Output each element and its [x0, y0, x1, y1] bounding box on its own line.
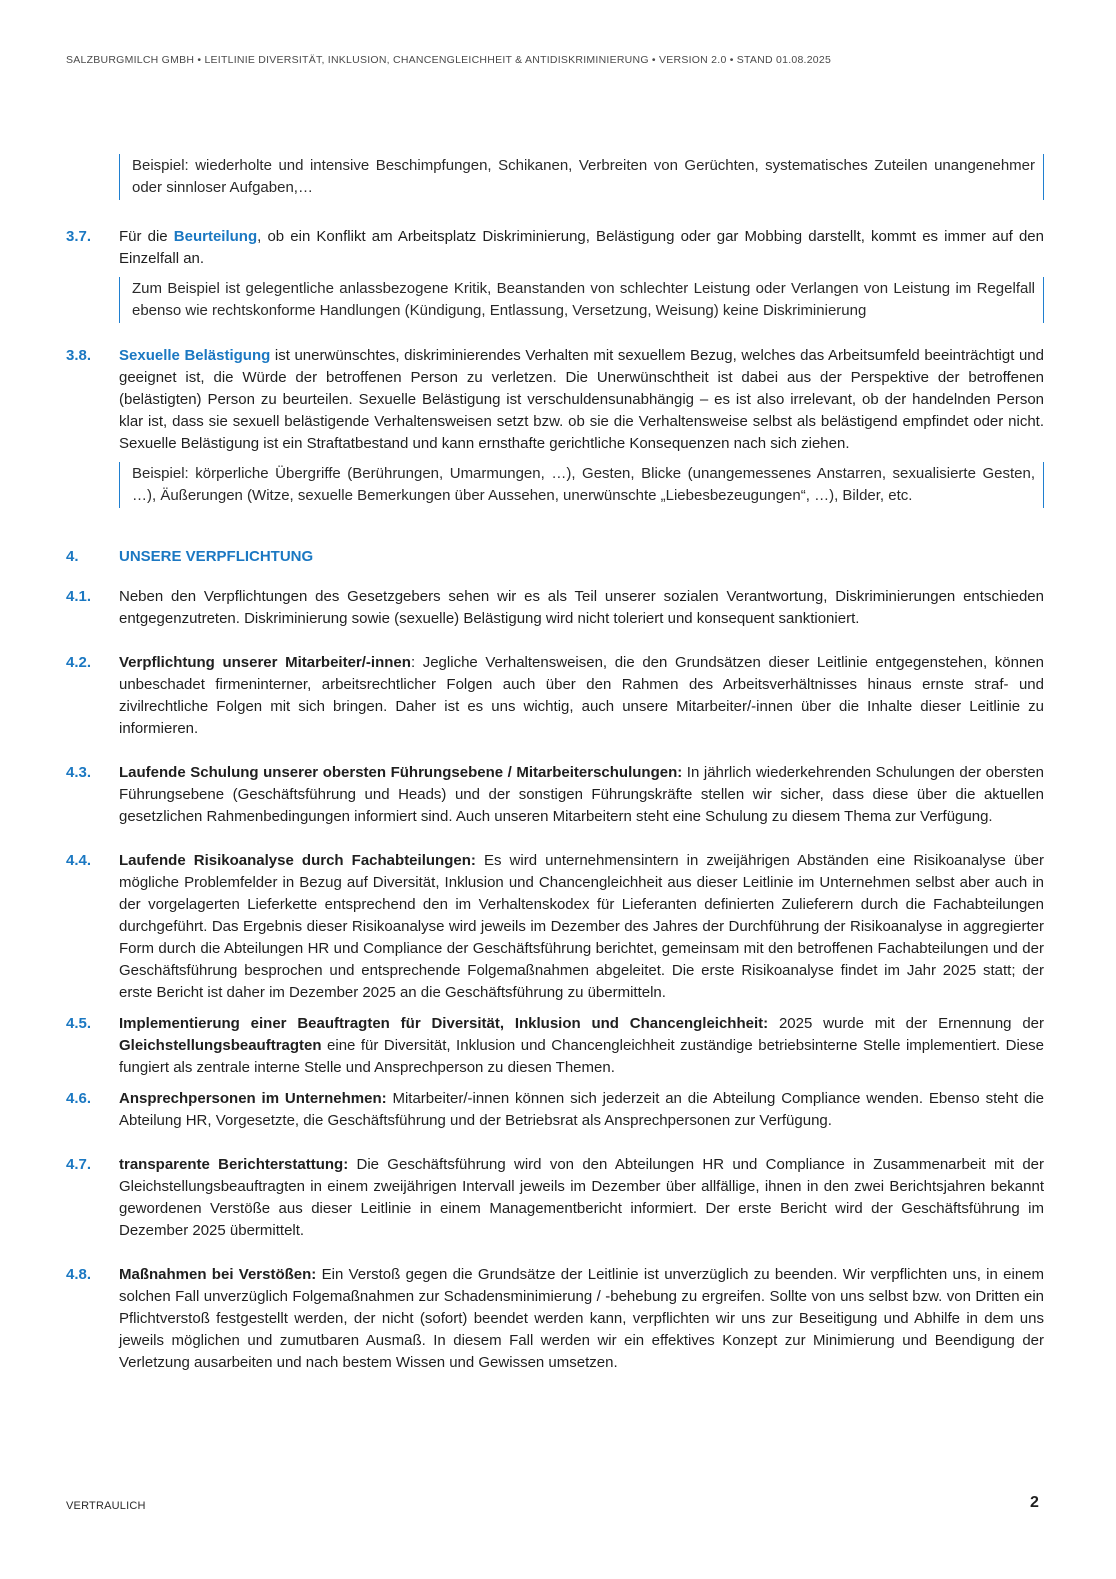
section-4-5: [66, 1013, 1044, 1079]
text-run: : Jegliche Verhaltensweisen, die den Grundsätzen dieser Leitlinie entgegenstehen, können unbeschadet firmeninterner, arbeitsrechtlicher Folgen auch über den Rahmen des Arbeitsverhältnisses hinaus ernste straf- und zivilrechtliche Folgen mit sich bringen. Daher ist es uns wichtig, auch unsere Mitarbeiter/-innen über die Inhalte dieser Leitlinie zu informieren.: [119, 654, 1044, 737]
section-body: [119, 652, 1044, 740]
section-body: Neben den Verpflichtungen des Gesetzgebers sehen wir es als Teil unserer sozialen Verantwortung, Diskriminierungen entschieden entgegenzutreten. Diskriminierung sowie (sexuelle) Belästigung wird nicht toleriert und konsequent sanktioniert.: [119, 588, 1044, 627]
section-4-1: [66, 586, 1044, 630]
text-run: In jährlich wiederkehrenden Schulungen der obersten Führungsebene (Geschäftsführung und Heads) und der sonstigen Führungskräfte stellen wir sicher, dass diese über die aktuellen gesetzlichen Rahmenbedingungen informiert sind. Auch unseren Mitarbeitern steht eine Schulung zu diesem Thema zur Verfügung.: [119, 764, 1044, 825]
section-4-3: [66, 762, 1044, 828]
chapter-title: UNSERE VERPFLICHTUNG: [119, 548, 314, 565]
section-lead: Implementierung einer Beauftragten für Diversität, Inklusion und Chancengleichheit:: [119, 1015, 769, 1032]
example-box-beurteilung: Zum Beispiel ist gelegentliche anlassbezogene Kritik, Beanstanden von schlechter Leistung oder Verlangen von Leistung im Regelfall ebenso wie rechtskonforme Handlungen (Kündigung, Entlassung, Versetzung, Weisung) keine Diskriminierung: [119, 277, 1044, 323]
example-box-mobbing: Beispiel: wiederholte und intensive Beschimpfungen, Schikanen, Verbreiten von Gerüchten, systematisches Zuteilen unangenehmer oder sinnloser Aufgaben,…: [119, 154, 1044, 200]
section-paragraph: [119, 226, 1044, 270]
section-4-2: [66, 652, 1044, 740]
page-content: [66, 154, 1044, 1374]
section-number: 4.4.: [66, 852, 92, 869]
section-body: [119, 850, 1044, 1004]
section-lead: Maßnahmen bei Verstößen:: [119, 1266, 317, 1283]
section-4-7: [66, 1154, 1044, 1242]
running-header: SALZBURGMILCH GMBH • LEITLINIE DIVERSITÄT, INKLUSION, CHANCENGLEICHHEIT & ANTIDISKRIMINIERUNG • VERSION 2.0 • STAND 01.08.2025: [66, 54, 832, 66]
text-run: 2025 wurde mit der Ernennung der: [768, 1015, 1045, 1032]
section-body: [119, 345, 1044, 508]
section-number: 4.6.: [66, 1090, 92, 1107]
chapter-heading-4: [66, 546, 1044, 568]
bold-term: Gleichstellungsbeauftragten: [119, 1037, 322, 1054]
chapter-number: 4.: [66, 548, 79, 565]
confidentiality-label: VERTRAULICH: [66, 1500, 146, 1512]
section-body: [119, 226, 1044, 323]
highlight-term: Beurteilung: [173, 228, 258, 245]
section-lead: Laufende Schulung unserer obersten Führungsebene / Mitarbeiterschulungen:: [119, 764, 683, 781]
text-run: Es wird unternehmensintern in zweijährigen Abständen eine Risikoanalyse über mögliche Problemfelder in Bezug auf Diversität, Inklusion und Chancengleichheit aus dieser Leitlinie im Unternehmen selbst aber auch in der vorgelagerten Lieferkette entsprechend den im Verhaltenskodex für Lieferanten definierten Zulieferern durch die Fachabteilungen durchgeführt. Das Ergebnis dieser Risikoanalyse wird jeweils im Dezember des Jahres der Durchführung der Risikoanalyse in aggregierter Form durch die Abteilungen HR und Compliance der Geschäftsführung berichtet, gemeinsam mit den betroffenen Fachabteilungen und der Geschäftsführung besprochen und entsprechende Folgemaßnahmen abgeleitet. Die erste Risikoanalyse findet im Jahr 2025 statt; der erste Bericht ist daher im Dezember 2025 an die Geschäftsführung zu übermitteln.: [119, 852, 1044, 1001]
text-run: Für die: [119, 228, 174, 245]
section-body: [119, 1264, 1044, 1374]
highlight-term: Sexuelle Belästigung: [119, 347, 271, 364]
section-3-8: [66, 345, 1044, 508]
section-lead: Verpflichtung unserer Mitarbeiter/-innen: [119, 654, 411, 671]
section-number: 4.8.: [66, 1266, 92, 1283]
text-run: , ob ein Konflikt am Arbeitsplatz Diskriminierung, Belästigung oder gar Mobbing darstellt, kommt es immer auf den Einzelfall an.: [119, 228, 1044, 267]
section-lead: Ansprechpersonen im Unternehmen:: [119, 1090, 387, 1107]
section-number: 3.8.: [66, 347, 92, 364]
text-run: ist unerwünschtes, diskriminierendes Verhalten mit sexuellem Bezug, welches das Arbeitsumfeld beeinträchtigt und geeignet ist, die Würde der betroffenen Person zu verletzen. Die Unerwünschtheit ist dabei aus der Perspektive der betroffenen (belästigten) Person zu beurteilen. Sexuelle Belästigung ist verschuldensunabhängig – es ist also irrelevant, ob der handelnden Person klar ist, dass sie sexuell belästigende Verhaltensweisen setzt bzw. ob sie die Verhaltensweise selbst als belästigend empfindet oder nicht. Sexuelle Belästigung ist ein Straftatbestand und kann ernsthafte gerichtliche Konsequenzen nach sich ziehen.: [119, 347, 1044, 452]
section-lead: transparente Berichterstattung:: [119, 1156, 349, 1173]
section-number: 4.2.: [66, 654, 92, 671]
section-number: 4.3.: [66, 764, 92, 781]
section-number: 4.7.: [66, 1156, 92, 1173]
example-box-belaestigung: Beispiel: körperliche Übergriffe (Berührungen, Umarmungen, …), Gesten, Blicke (unangemessenes Anstarren, sexualisierte Gesten, …), Äußerungen (Witze, sexuelle Bemerkungen über Aussehen, unerwünschte „Liebesbezeugungen“, …), Bilder, etc.: [119, 462, 1044, 508]
section-number: 4.5.: [66, 1015, 92, 1032]
section-paragraph: [119, 345, 1044, 455]
section-4-4: [66, 850, 1044, 1004]
section-body: [119, 762, 1044, 828]
section-number: 4.1.: [66, 588, 92, 605]
text-run: Ein Verstoß gegen die Grundsätze der Leitlinie ist unverzüglich zu beenden. Wir verpflichten uns, in einem solchen Fall unverzüglich Folgemaßnahmen zur Schadensminimierung / -behebung zu ergreifen. Sollte von uns selbst bzw. von Dritten ein Pflichtverstoß festgestellt werden, der nicht (sofort) beendet werden kann, verpflichten wir uns zur Beseitigung und Abhilfe in dem uns jeweils möglichen und zumutbaren Ausmaß. In diesem Fall werden wir ein effektives Konzept zur Minimierung und Beendigung der Verletzung ausarbeiten und nach bestem Wissen und Gewissen umsetzen.: [119, 1266, 1044, 1371]
section-lead: Laufende Risikoanalyse durch Fachabteilungen:: [119, 852, 476, 869]
text-run: Die Geschäftsführung wird von den Abteilungen HR und Compliance in Zusammenarbeit mit der Gleichstellungsbeauftragten in einem zweijährigen Intervall jeweils im Dezember über allfällige, ihnen in den zwei Berichtsjahren bekannt gewordenen Verstöße aus dieser Leitlinie in einem Managementbericht informiert. Der erste Bericht wird der Geschäftsführung im Dezember 2025 übermittelt.: [119, 1156, 1044, 1239]
section-body: [119, 1013, 1044, 1079]
page-number: 2: [1030, 1494, 1039, 1511]
section-4-6: [66, 1088, 1044, 1132]
section-number: 3.7.: [66, 228, 92, 245]
section-body: [119, 1088, 1044, 1132]
section-body: [119, 1154, 1044, 1242]
text-run: Mitarbeiter/-innen können sich jederzeit an die Abteilung Compliance wenden. Ebenso steht die Abteilung HR, Vorgesetzte, die Geschäftsführung und der Betriebsrat als Ansprechpersonen zur Verfügung.: [119, 1090, 1045, 1129]
section-4-8: [66, 1264, 1044, 1374]
text-run: eine für Diversität, Inklusion und Chancengleichheit zuständige betriebsinterne Stelle implementiert. Diese fungiert als zentrale interne Stelle und Ansprechperson zu diesen Themen.: [119, 1037, 1044, 1076]
section-3-7: [66, 226, 1044, 323]
